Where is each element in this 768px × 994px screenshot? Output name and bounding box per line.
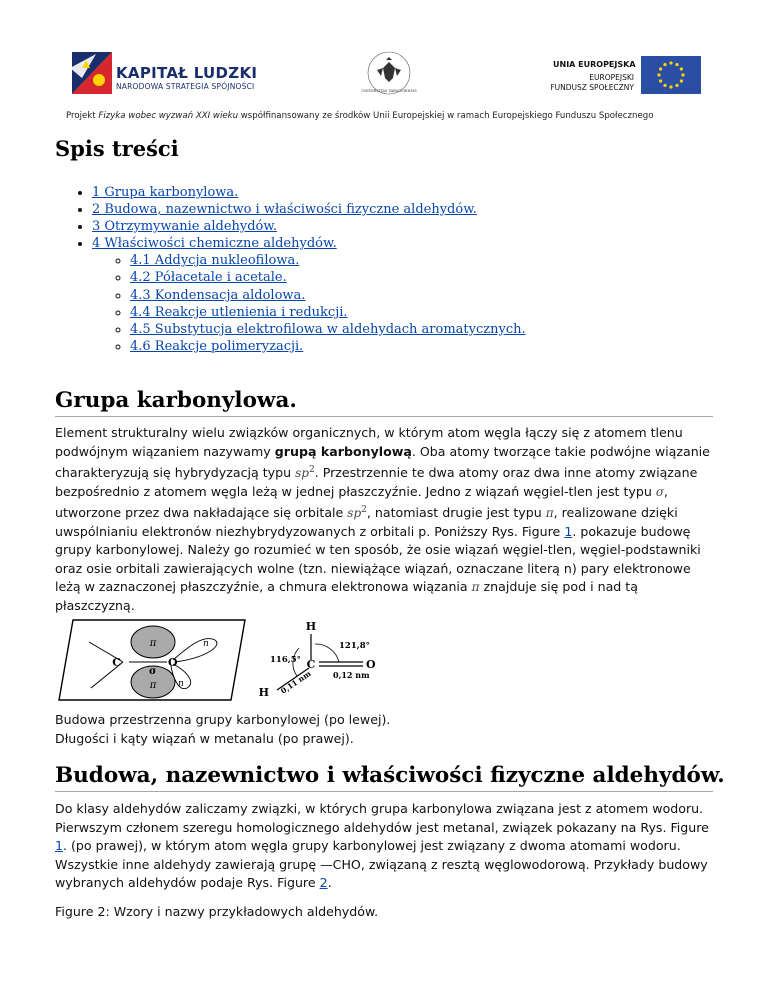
label-o-left: O [168, 656, 178, 669]
toc-subitem [130, 269, 526, 286]
toc-subitem [130, 338, 526, 355]
toc-link-4-3[interactable]: 4.3 Kondensacja aldolowa. [130, 287, 306, 303]
kapital-ludzki-subtitle: NARODOWA STRATEGIA SPÓJNOŚCI [116, 82, 255, 91]
eu-title: UNIA EUROPEJSKA [553, 60, 636, 69]
label-h-bottom: H [258, 686, 269, 699]
heading-divider [55, 791, 713, 792]
toc-link-3[interactable]: 3 Otrzymywanie aldehydów. [92, 219, 278, 235]
math-sigma: σ [655, 484, 665, 499]
university-seal-text: UNIVERSITAS VARSOVIENSIS [361, 89, 417, 93]
label-bond-ch: 0,11 nm [279, 669, 313, 696]
kapital-ludzki-title: KAPITAŁ LUDZKI [116, 64, 258, 82]
section2-paragraph: Do klasy aldehydów zaliczamy związki, w których grupa karbonylowa związana jest z atomem wodoru. Pierwszym członem szeregu homologicznego aldehydów jest metanal, związek pokazany na Rys. Figure 1. (po prawej), w którym atom węgla grupy karbonylowej jest związany z dwoma atomami wodoru. Wszystkie inne aldehydy zawierają grupę —CHO, związaną z resztą węglowodorową. Przykłady budowy wybranych aldehydów podaje Rys. Figure 2. [55, 801, 709, 890]
toc-item [92, 201, 526, 218]
figure-ref-link[interactable]: 2 [319, 875, 328, 890]
toc-link-4[interactable]: 4 Właściwości chemiczne aldehydów. [92, 236, 337, 252]
label-sigma: σ [149, 666, 157, 677]
math-sp2: $sp^2$ [295, 465, 315, 480]
figure-ref-link[interactable]: 1 [564, 523, 573, 539]
label-angle-116: 116,5° [270, 655, 301, 665]
label-c-left: C [112, 656, 121, 669]
heading-divider [55, 416, 713, 417]
toc-link-4-6[interactable]: 4.6 Reakcje polimeryzacji. [130, 338, 304, 354]
math-pi: π [545, 506, 554, 520]
toc-link-4-5[interactable]: 4.5 Substytucja elektrofilowa w aldehydach aromatycznych. [130, 321, 526, 337]
toc-link-4-4[interactable]: 4.4 Reakcje utlenienia i redukcji. [130, 304, 348, 320]
figure-ref-link[interactable]: 1 [55, 838, 64, 853]
label-o-right: O [366, 658, 376, 671]
section-heading-aldehydes: Budowa, nazewnictwo i właściwości fizyczne aldehydów. [55, 763, 725, 788]
figure2-caption: Figure 2: Wzory i nazwy przykładowych aldehydów. [55, 904, 379, 919]
toc-subitem [130, 287, 526, 304]
section-heading-carbonyl: Grupa karbonylowa. [55, 388, 297, 413]
math-pi: π [471, 580, 480, 594]
table-of-contents [55, 184, 526, 355]
eu-fund-line2: FUNDUSZ SPOŁECZNY [550, 83, 634, 92]
label-angle-121: 121,8° [339, 641, 370, 651]
term-carbonyl-group: grupą karbonylową [274, 443, 412, 459]
figure1-caption: Budowa przestrzenna grupy karbonylowej (po lewej). Długości i kąty wiązań w metanalu (po prawej). [55, 712, 391, 746]
toc-link-1[interactable]: 1 Grupa karbonylowa. [92, 185, 239, 200]
toc-title: Spis treści [55, 136, 179, 161]
toc-subitem [130, 304, 526, 321]
toc-subitem [130, 321, 526, 338]
toc-subitem [130, 252, 526, 269]
label-c-right: C [306, 658, 316, 671]
toc-link-2[interactable]: 2 Budowa, nazewnictwo i właściwości fizyczne aldehydów. [92, 202, 477, 218]
toc-link-4-1[interactable]: 4.1 Addycja nukleofilowa. [130, 253, 300, 269]
figure1-carbonyl-diagram [55, 612, 415, 708]
label-n-bottom: n [178, 679, 184, 689]
toc-item [92, 218, 526, 235]
label-h-top: H [305, 620, 317, 633]
toc-link-4-2[interactable]: 4.2 Półacetale i acetale. [130, 270, 287, 286]
university-seal-icon [361, 50, 417, 96]
math-sp2: $sp^2$ [347, 505, 367, 520]
toc-item [92, 184, 526, 201]
methanal-diagram-right [259, 620, 376, 699]
eu-flag-icon [641, 56, 701, 94]
toc-item [92, 235, 526, 355]
label-pi-top: π [149, 638, 157, 649]
section1-paragraph: Element strukturalny wielu związków organicznych, w którym atom węgla łączy się z atomem tlenu podwójnym wiązaniem nazywamy grupą karbonylową. Oba atomy tworzące takie podwójne wiązanie charakteryzują się hybrydyzacją typu $sp^2$. Przestrzennie te dwa atomy oraz dwa inne atomy związane bezpośrednio z atomem węgla leżą w jednej płaszczyźnie. Jedno z wiązań węgiel-tlen jest typu σ, utworzone przez dwa nakładające się orbitale $sp^2$, natomiast drugie jest typu π, realizowane dzięki uwspólnianiu elektronów niezhybrydyzowanych z orbitali p. Poniższy Rys. Figure 1. pokazuje budowę grupy karbonylowej. Należy go rozumieć w ten sposób, że osie wiązań węgiel-tlen, węgiel-podstawniki oraz osie orbitali zawierających wolne (tzn. niewiążące wiązań, oznaczane literą n) pary elektronowe leżą w zaznaczonej płaszczyźnie, a chmura elektronowa wiązania π znajduje się pod i nad tą płaszczyzną. [55, 425, 710, 613]
page-header [0, 0, 768, 130]
kapital-ludzki-logo-icon [66, 48, 118, 100]
project-name: Fizyka wobec wyzwań XXI wieku [98, 111, 239, 121]
label-bond-co: 0,12 nm [333, 670, 370, 680]
label-pi-bottom: π [149, 680, 157, 691]
project-funding-line: Projekt Fizyka wobec wyzwań XXI wieku współfinansowany ze środków Unii Europejskiej w ramach Europejskiego Funduszu Społecznego [66, 111, 654, 121]
label-n-top: n [203, 639, 209, 649]
eu-fund-line1: EUROPEJSKI [589, 73, 634, 82]
orbital-diagram-left [59, 620, 245, 700]
